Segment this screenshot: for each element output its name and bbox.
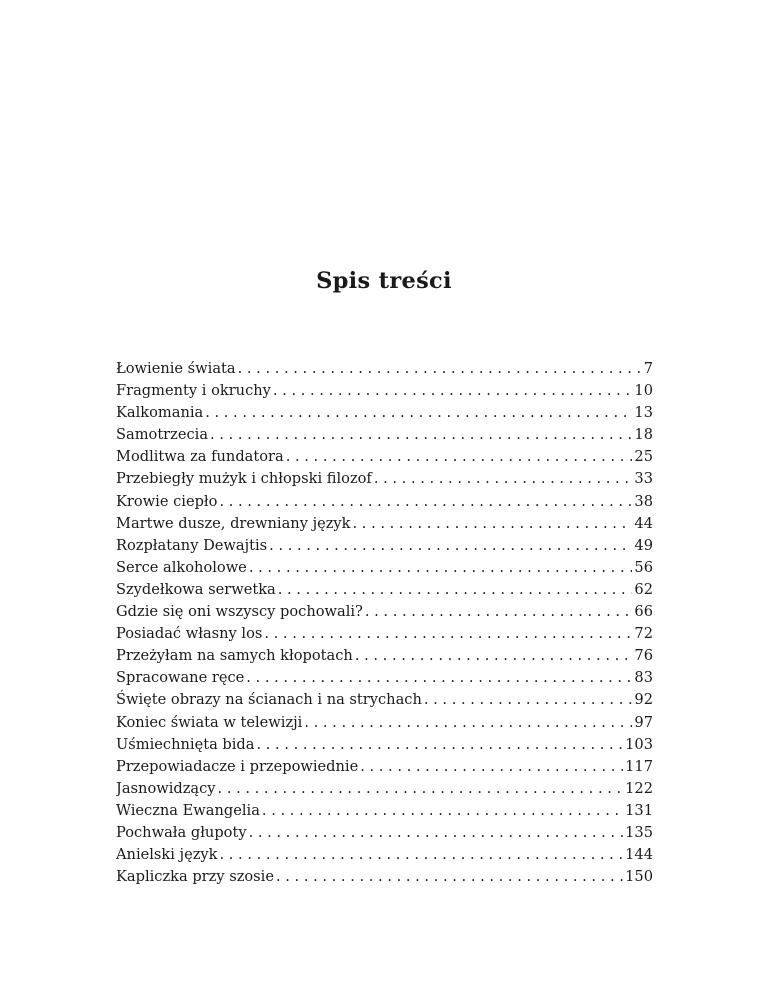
toc-entry: [116, 446, 653, 468]
toc-entry: [116, 513, 653, 535]
toc-entry-title: Przeżyłam na samych kłopotach: [116, 647, 353, 665]
toc-entry: [116, 535, 653, 557]
dot-leader: [269, 535, 632, 557]
dot-leader: [249, 557, 633, 579]
dot-leader: [374, 468, 633, 490]
dot-leader: [304, 712, 632, 734]
dot-leader: [218, 778, 624, 800]
toc-entry: [116, 645, 653, 667]
dot-leader: [219, 491, 632, 513]
toc-entry-page-number: 92: [634, 691, 653, 709]
toc-entry-page-number: 117: [625, 757, 653, 775]
toc-entry-title: Posiadać własny los: [116, 625, 263, 643]
dot-leader: [273, 380, 633, 402]
toc-entry-title: Pochwała głupoty: [116, 823, 247, 841]
toc-entry-title: Łowienie świata: [116, 360, 236, 377]
dot-leader: [355, 645, 633, 667]
toc-entry: [116, 358, 653, 380]
toc-entry-title: Krowie ciepło: [116, 492, 218, 510]
toc-entry-title: Gdzie się oni wszyscy pochowali?: [116, 603, 363, 621]
toc-entry-page-number: 131: [625, 801, 653, 819]
toc-entry-title: Anielski język: [116, 846, 218, 864]
dot-leader: [353, 513, 633, 535]
toc-entry-page-number: 49: [634, 536, 653, 554]
toc-entry: [116, 491, 653, 513]
toc-entry-title: Przebiegły mużyk i chłopski filozof: [116, 470, 372, 488]
toc-entry-page-number: 122: [625, 779, 653, 797]
toc-entry-page-number: 103: [625, 735, 653, 753]
dot-leader: [276, 866, 623, 888]
toc-entry-page-number: 72: [634, 625, 653, 643]
toc-entry-title: Rozpłatany Dewajtis: [116, 536, 268, 554]
toc-entry-title: Koniec świata w telewizji: [116, 713, 303, 731]
toc-entry-page-number: 97: [634, 713, 653, 731]
toc-entry-title: Jasnowidzący: [116, 779, 216, 797]
dot-leader: [238, 358, 642, 380]
dot-leader: [210, 424, 632, 446]
toc-entry: [116, 601, 653, 623]
toc-entry-title: Święte obrazy na ścianach i na strychach: [116, 691, 422, 709]
toc-entry-title: Kalkomania: [116, 404, 204, 422]
toc-entry-title: Spracowane ręce: [116, 669, 245, 687]
dot-leader: [360, 756, 623, 778]
toc-entry: [116, 734, 653, 756]
toc-entry-page-number: 62: [634, 580, 653, 598]
toc-entry: [116, 667, 653, 689]
toc-entry-page-number: 18: [634, 426, 653, 444]
toc-entry-title: Fragmenty i okruchy: [116, 382, 271, 400]
dot-leader: [205, 402, 632, 424]
dot-leader: [262, 800, 623, 822]
dot-leader: [220, 844, 624, 866]
dot-leader: [278, 579, 633, 601]
toc-entry: [116, 844, 653, 866]
dot-leader: [286, 446, 633, 468]
toc-entry-page-number: 25: [634, 448, 653, 466]
toc-entry-page-number: 135: [625, 823, 653, 841]
toc-entry-page-number: 33: [634, 470, 653, 488]
toc-entry: [116, 623, 653, 645]
toc-entry: [116, 579, 653, 601]
toc-entry-title: Samotrzecia: [116, 426, 209, 444]
toc-entry-page-number: 144: [625, 846, 653, 864]
table-of-contents: [116, 358, 653, 888]
toc-entry-page-number: 13: [634, 404, 653, 422]
toc-entry: [116, 424, 653, 446]
toc-entry-page-number: 56: [634, 558, 653, 576]
toc-entry-page-number: 7: [643, 360, 653, 377]
toc-entry-title: Modlitwa za fundatora: [116, 448, 284, 466]
toc-entry: [116, 778, 653, 800]
toc-entry: [116, 557, 653, 579]
dot-leader: [256, 734, 623, 756]
dot-leader: [424, 689, 633, 711]
toc-entry-page-number: 76: [634, 647, 653, 665]
toc-entry-page-number: 83: [634, 669, 653, 687]
page-title: Spis treści: [316, 268, 452, 294]
dot-leader: [264, 623, 632, 645]
toc-entry: [116, 380, 653, 402]
toc-entry: [116, 689, 653, 711]
dot-leader: [246, 667, 632, 689]
dot-leader: [249, 822, 624, 844]
dot-leader: [365, 601, 633, 623]
toc-entry-title: Przepowiadacze i przepowiednie: [116, 757, 359, 775]
toc-entry-title: Uśmiechnięta bida: [116, 735, 255, 753]
toc-entry-title: Kapliczka przy szosie: [116, 868, 274, 886]
toc-entry-title: Martwe dusze, drewniany język: [116, 514, 351, 532]
toc-entry: [116, 402, 653, 424]
toc-entry-page-number: 38: [634, 492, 653, 510]
toc-entry: [116, 468, 653, 490]
toc-entry-page-number: 10: [634, 382, 653, 400]
toc-entry-page-number: 66: [634, 603, 653, 621]
toc-entry-title: Wieczna Ewangelia: [116, 801, 260, 819]
toc-entry-page-number: 44: [634, 514, 653, 532]
toc-entry-page-number: 150: [625, 868, 653, 886]
toc-entry: [116, 822, 653, 844]
toc-entry: [116, 866, 653, 888]
toc-entry: [116, 800, 653, 822]
toc-entry-title: Szydełkowa serwetka: [116, 580, 276, 598]
toc-entry-title: Serce alkoholowe: [116, 558, 247, 576]
toc-entry: [116, 712, 653, 734]
toc-entry: [116, 756, 653, 778]
